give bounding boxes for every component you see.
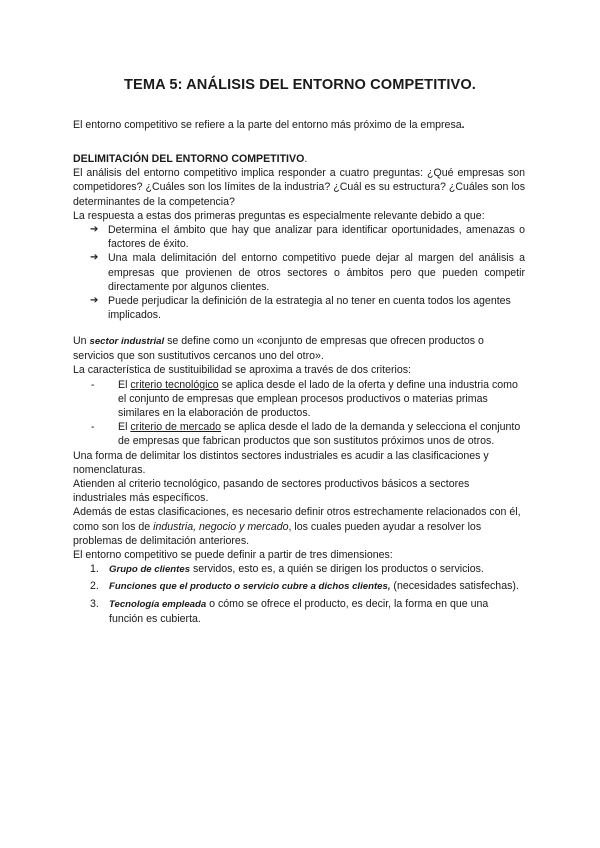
arrow-icon: ➔ [90,224,99,236]
intro-text: El entorno competitivo se refiere a la parte del entorno más próximo de la empresa [73,119,462,131]
questions-paragraph: El análisis del entorno competitivo implica responder a cuatro preguntas: ¿Qué empresas son competidores? ¿Cuáles son los límites de la industria? ¿Cuál es su estructura? ¿Cuáles son los determinantes de la competencia? [73,167,525,208]
section-delimitation [73,152,525,322]
list-number: 2. [90,580,99,593]
list-item [91,420,525,448]
intro-paragraph [73,118,525,132]
list-item [91,378,525,421]
dimension-term: Tecnología empleada [109,598,207,610]
section-industry [73,334,525,628]
related-concepts-paragraph [73,505,525,548]
dimension-text: servidos, esto es, a quién se dirigen los productos o servicios. [190,563,484,576]
dimensions-intro-paragraph: El entorno competitivo se puede definir a partir de tres dimensiones: [73,549,393,562]
section-heading [73,152,525,166]
list-number: 1. [90,563,99,576]
list-item [90,251,525,294]
intro-end: . [461,119,465,131]
related-italic-terms: industria, negocio y mercado [153,520,289,533]
criteria-intro-paragraph: La característica de sustituibilidad se aproxima a través de dos criterios: [73,364,411,377]
dimension-term: Grupo de clientes [109,564,191,576]
arrow-icon: ➔ [90,295,99,307]
answer-intro-paragraph: La respuesta a estas dos primeras preguntas es especialmente relevante debido a que: [73,209,485,222]
criterion-text: se aplica desde el lado de la oferta y define una industria como el conjunto de empresas que emplean procesos productivos o materias primas similares en la elaboración de productos. [118,378,518,420]
criterion-pre: El [118,378,131,391]
list-item-text: Una mala delimitación del entorno competitivo puede dejar al margen del análisis a empresas que provienen de otros sectores o ámbitos pero que pueden competir directamente por algunos clientes. [108,252,525,293]
dimensions-list [73,562,525,626]
dimension-text: (necesidades satisfechas). [390,580,519,593]
sector-text-a: Un [73,335,90,347]
tech-criterion-paragraph: Atienden al criterio tecnológico, pasando de sectores productivos básicos a sectores industriales más específicos. [73,478,470,505]
criterion-term-tech: criterio tecnológico [130,378,219,391]
criterion-pre: El [118,421,131,434]
list-item [90,223,525,251]
arrow-icon: ➔ [90,252,99,264]
section-heading-text: DELIMITACIÓN DEL ENTORNO COMPETITIVO [73,153,305,165]
list-item [90,294,525,322]
dash-marker: - [91,378,95,391]
reasons-list [73,223,525,322]
list-item-text: Determina el ámbito que hay que analizar para identificar oportunidades, amenazas o factores de éxito. [108,224,525,251]
list-item [90,597,525,626]
sector-term: sector industrial [89,336,165,347]
related-text-b: , los cuales pueden ayudar a resolver los problemas de delimitación anteriores. [73,520,482,547]
dimension-text: o cómo se ofrece el producto, es decir, la forma en que una función es cubierta. [109,597,489,625]
page-title: TEMA 5: ANÁLISIS DEL ENTORNO COMPETITIVO. [124,77,476,93]
criterion-text: se aplica desde el lado de la demanda y selecciona el conjunto de empresas que fabrican productos que son sustitutos próximos unos de otros. [118,421,521,448]
classification-paragraph: Una forma de delimitar los distintos sectores industriales es acudir a las clasificaciones y nomenclaturas. [73,449,489,476]
list-item [90,579,525,594]
dash-marker: - [91,421,95,434]
sector-definition-paragraph [73,334,525,363]
list-item-text: Puede perjudicar la definición de la estrategia al no tener en cuenta todos los agentes implicados. [108,295,511,322]
sector-text-b: se define como un «conjunto de empresas que ofrecen productos o servicios que son sustitutivos cercanos uno del otro». [73,335,484,363]
list-number: 3. [90,597,99,610]
dimension-term: Funciones que el producto o servicio cubre a dichos clientes, [109,581,391,593]
related-text-a: Además de estas clasificaciones, es necesario definir otros estrechamente relacionados con él, como son los de [73,506,521,533]
section-heading-end: . [304,153,308,165]
list-item [90,562,525,577]
criterion-term-market: criterio de mercado [130,421,222,434]
criteria-list [73,378,525,449]
